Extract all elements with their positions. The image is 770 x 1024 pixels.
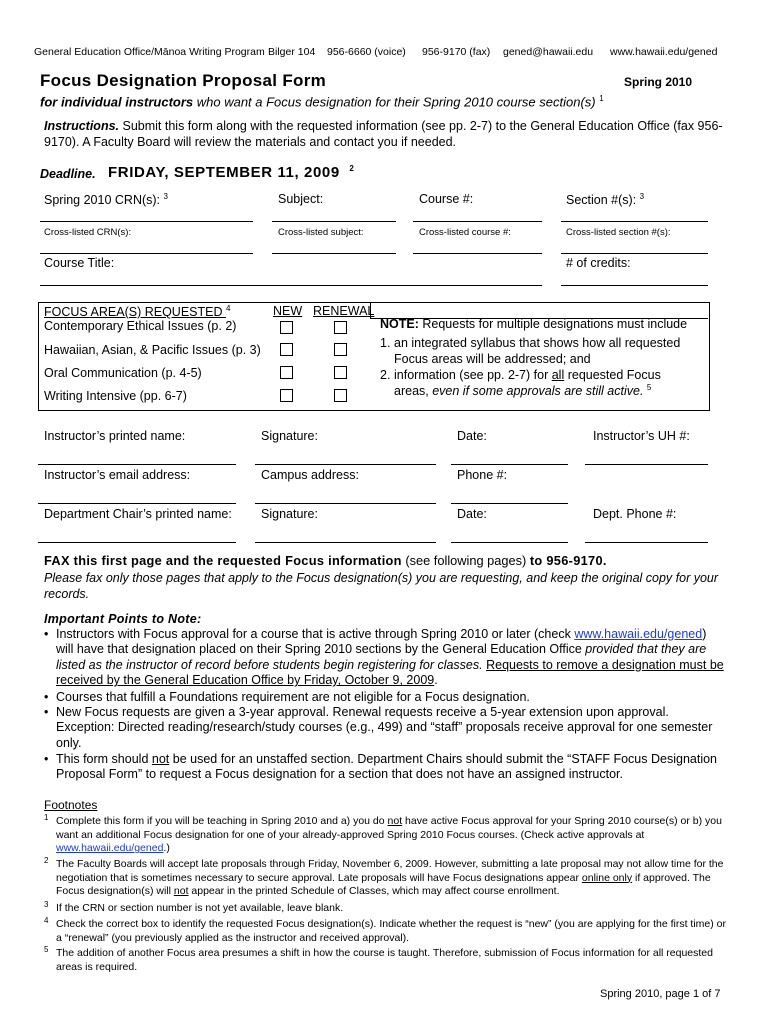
course-title-label: Course Title: [44,256,115,270]
instructor-name-label: Instructor’s printed name: [44,429,186,443]
checkbox-writing-new[interactable] [280,389,293,402]
section-field[interactable] [561,221,708,222]
footnote-2: 2 The Faculty Boards will accept late proposals through Friday, November 6, 2009. However, submitting a late proposal may not allow time for the negotiation that is sometimes necessary to secure approval. Late proposals will have Focus designations appear online only if approved. The Focus designation(s) will not appear in the printed Schedule of Classes, which may affect course enrollment. [44,856,724,898]
instructor-email-label: Instructor’s email address: [44,468,191,482]
footnote-1: 1 Complete this form if you will be teaching in Spring 2010 and a) you do not have active Focus approval for your Spring 2010 course(s) or b) you want an additional Focus designation for one of your already-approved Spring 2010 Focus courses. (Check active approvals at www.hawaii.edu/gened.) [44,813,722,855]
crn-field[interactable] [40,221,253,222]
subtitle: for individual instructors who want a Focus designation for their Spring 2010 course section(s) $^1$ [40,94,604,110]
xl-course-field[interactable] [413,253,542,254]
course-title-field[interactable] [40,285,542,286]
focus-area-writing: Writing Intensive (pp. 6-7) [44,389,187,403]
point-2: • Courses that fulfill a Foundations requirement are not eligible for a Focus designation. [44,690,530,704]
header-voice: 956-6660 (voice) [327,46,406,58]
chair-date-field[interactable] [451,542,568,543]
footnote-3: 3 If the CRN or section number is not yet available, leave blank. [44,900,344,914]
course-number-field[interactable] [413,221,542,222]
campus-address-label: Campus address: [261,468,359,482]
xl-crn-field[interactable] [40,253,253,254]
renewal-column-label: RENEWAL [313,304,375,318]
note-item-2-line2: areas, even if some approvals are still active. $^5$ [394,383,652,399]
note-item-1-number: 1. [380,336,391,350]
note-item-2-number: 2. [380,368,391,382]
semester-label: Spring 2010 [624,75,693,89]
point-4: • This form should not be used for an unstaffed section. Department Chairs should submit the “STAFF Focus Designation Proposal Form” to request a Focus designation for a section that does not have an assigned instructor. [44,752,717,782]
instructor-signature-label: Signature: [261,429,318,443]
checkbox-writing-renewal[interactable] [334,389,347,402]
page-footer: Spring 2010, page 1 of 7 [600,988,721,1000]
note-item-1-line2: Focus areas will be addressed; and [394,352,591,366]
instructor-email-field[interactable] [38,503,236,504]
campus-address-field[interactable] [255,503,436,504]
checkbox-hap-new[interactable] [280,343,293,356]
xl-section-label: Cross-listed section #(s): [566,227,671,238]
focus-area-hap: Hawaiian, Asian, & Pacific Issues (p. 3) [44,343,261,357]
checkbox-ethics-new[interactable] [280,321,293,334]
page-title: Focus Designation Proposal Form [40,71,327,90]
gened-link[interactable]: www.hawaii.edu/gened [574,627,703,641]
point-1: • Instructors with Focus approval for a course that is active through Spring 2010 or later (check www.hawaii.edu/gened) will have that designation placed on their Spring 2010 sections by the General Education Office provided that they are listed as the instructor of record before students begin registering for classes. Requests to remove a designation must be received by the General Education Office by Friday, October 9, 2009. [44,627,724,688]
instructor-uh-label: Instructor’s UH #: [593,429,690,443]
checkbox-oral-renewal[interactable] [334,366,347,379]
instructor-uh-field[interactable] [585,464,708,465]
chair-name-field[interactable] [38,542,236,543]
footnote-4: 4 Check the correct box to identify the requested Focus designation(s). Indicate whether the request is “new” (you are applying for the first time) or a “renewal” (you previously applied as the instructor and received approval). [44,916,726,944]
instructor-name-field[interactable] [38,464,236,465]
header-web[interactable]: www.hawaii.edu/gened [610,46,718,58]
header-fax: 956-9170 (fax) [422,46,491,58]
instructor-date-field[interactable] [451,464,568,465]
header-office: General Education Office/Mānoa Writing Program [34,46,265,58]
xl-subject-label: Cross-listed subject: [278,227,364,238]
chair-signature-label: Signature: [261,507,318,521]
chair-date-label: Date: [457,507,487,521]
note-item-1-line1: an integrated syllabus that shows how all requested [394,336,681,350]
header-email[interactable]: gened@hawaii.edu [503,46,594,58]
important-points-heading: Important Points to Note: [44,612,202,626]
checkbox-oral-new[interactable] [280,366,293,379]
focus-area-oral: Oral Communication (p. 4-5) [44,366,202,380]
checkbox-hap-renewal[interactable] [334,343,347,356]
xl-crn-label: Cross-listed CRN(s): [44,227,132,238]
course-number-label: Course #: [419,192,474,206]
crn-label: Spring 2010 CRN(s): $^3$ [44,192,168,208]
credits-field[interactable] [561,285,708,286]
header-room: Bilger 104 [268,46,316,58]
note-item-2-line1: information (see pp. 2-7) for all requested Focus [394,368,661,382]
footnotes-heading: Footnotes [44,798,98,812]
footnote-gened-link[interactable]: www.hawaii.edu/gened [56,842,164,855]
footnote-5: 5 The addition of another Focus area presumes a shift in how the course is taught. Therefore, submission of Focus information for all requested areas is required. [44,945,713,973]
fax-instructions: FAX this first page and the requested Focus information (see following pages) to 956-9170. [44,553,607,568]
section-label: Section #(s): $^3$ [566,192,645,208]
checkbox-ethics-renewal[interactable] [334,321,347,334]
deadline-label: Deadline. [40,167,96,181]
point-3: • New Focus requests are given a 3-year approval. Renewal requests receive a 5-year extension upon approval. Exception: Directed reading/research/study courses (e.g., 499) and “staff” proposals receive approval for one semester only. [44,705,713,750]
credits-label: # of credits: [566,256,631,270]
focus-area-ethics: Contemporary Ethical Issues (p. 2) [44,319,237,333]
subject-label: Subject: [278,192,324,206]
instructor-date-label: Date: [457,429,487,443]
xl-section-field[interactable] [561,253,708,254]
chair-signature-field[interactable] [255,542,436,543]
fax-note: Please fax only those pages that apply to the Focus designation(s) you are requesting, and keep the original copy for your records. [44,571,719,601]
xl-course-label: Cross-listed course #: [419,227,511,238]
new-column-label: NEW [273,304,303,318]
focus-note: NOTE: Requests for multiple designations must include [380,317,688,331]
xl-subject-field[interactable] [272,253,396,254]
deadline-value: FRIDAY, SEPTEMBER 11, 2009 $^2$ [108,164,355,181]
instructions: Instructions. Submit this form along with the requested information (see pp. 2-7) to the General Education Office (fax 956-9170). A Faculty Board will review the materials and contact you if needed. [44,119,723,149]
instructor-signature-field[interactable] [255,464,436,465]
focus-heading: FOCUS AREA(S) REQUESTED $^4$ [44,304,231,320]
phone-label: Phone #: [457,468,508,482]
subject-field[interactable] [272,221,396,222]
dept-phone-label: Dept. Phone #: [593,507,677,521]
chair-name-label: Department Chair’s printed name: [44,507,232,521]
phone-field[interactable] [451,503,568,504]
dept-phone-field[interactable] [585,542,708,543]
